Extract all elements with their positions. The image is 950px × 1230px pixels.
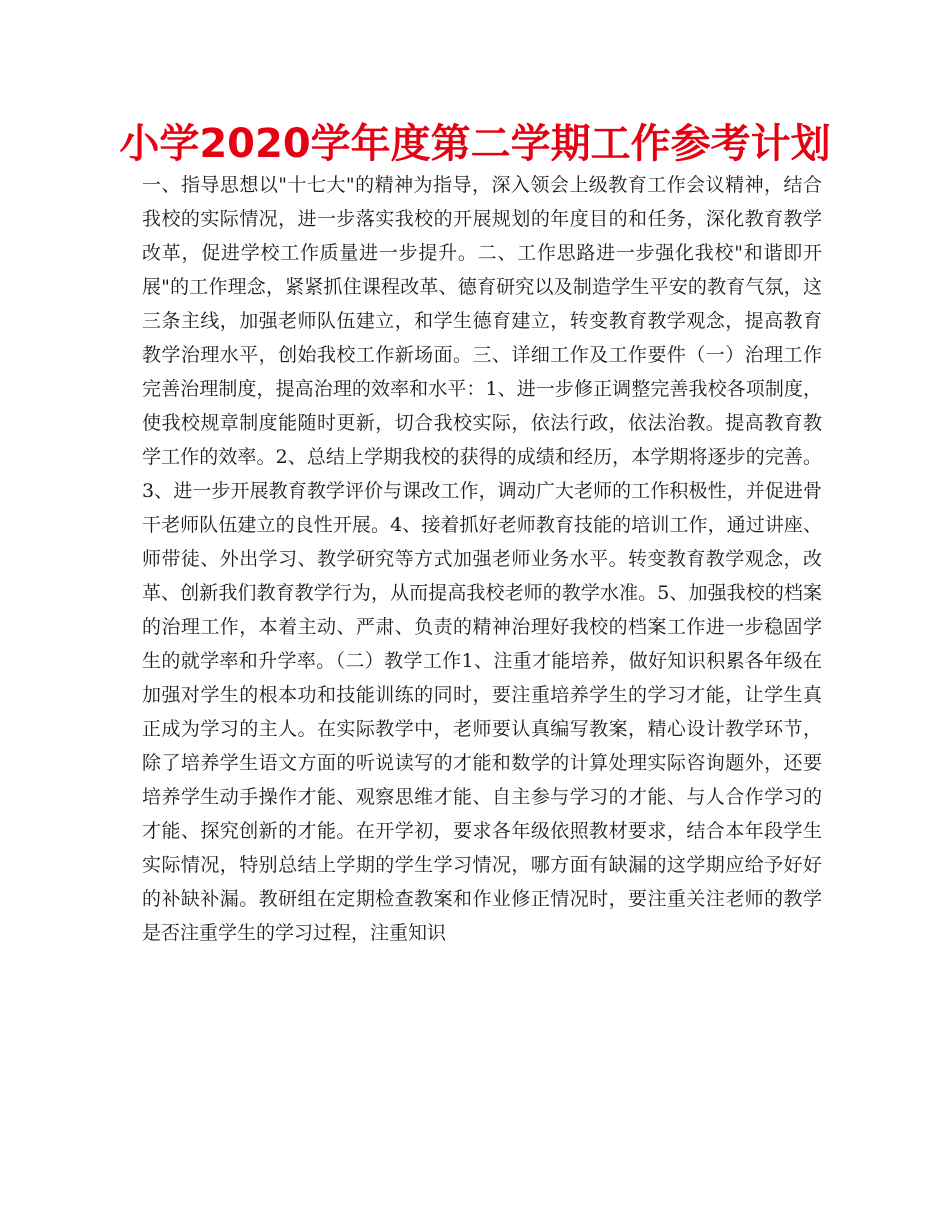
document-title: 小学2020学年度第二学期工作参考计划 (119, 121, 831, 167)
document-body: 一、指导思想以"十七大"的精神为指导，深入领会上级教育工作会议精神，结合我校的实际情况，进一步落实我校的开展规划的年度目的和任务，深化教育教学改革，促进学校工作质量进一步提升。二、工作思路进一步强化我校"和谐即开展"的工作理念，紧紧抓住课程改革、德育研究以及制造学生平安的教育气氛，这三条主线，加强老师队伍建立，和学生德育建立，转变教育教学观念，提高教育教学治理水平，创始我校工作新场面。三、详细工作及工作要件（一）治理工作完善治理制度，提高治理的效率和水平：1、进一步修正调整完善我校各项制度，使我校规章制度能随时更新，切合我校实际，依法行政，依法治教。提高教育教学工作的效率。2、总结上学期我校的获得的成绩和经历，本学期将逐步的完善。3、进一步开展教育教学评价与课改工作，调动广大老师的工作积极性，并促进骨干老师队伍建立的良性开展。4、接着抓好老师教育技能的培训工作，通过讲座、师带徒、外出学习、教学研究等方式加强老师业务水平。转变教育教学观念，改革、创新我们教育教学行为，从而提高我校老师的教学水准。5、加强我校的档案的治理工作，本着主动、严肃、负责的精神治理好我校的档案工作进一步稳固学生的就学率和升学率。（二）教学工作1、注重才能培养，做好知识积累各年级在加强对学生的根本功和技能训练的同时，要注重培养学生的学习才能，让学生真正成为学习的主人。在实际教学中，老师要认真编写教案，精心设计教学环节，除了培养学生语文方面的听说读写的才能和数学的计算处理实际咨询题外，还要培养学生动手操作才能、观察思维才能、自主参与学习的才能、与人合作学习的才能、探究创新的才能。在开学初，要求各年级依照教材要求，结合本年段学生实际情况，特别总结上学期的学生学习情况，哪方面有缺漏的这学期应给予好好的补缺补漏。教研组在定期检查教案和作业修正情况时，要注重关注老师的教学是否注重学生的学习过程，注重知识 (142, 174, 822, 944)
